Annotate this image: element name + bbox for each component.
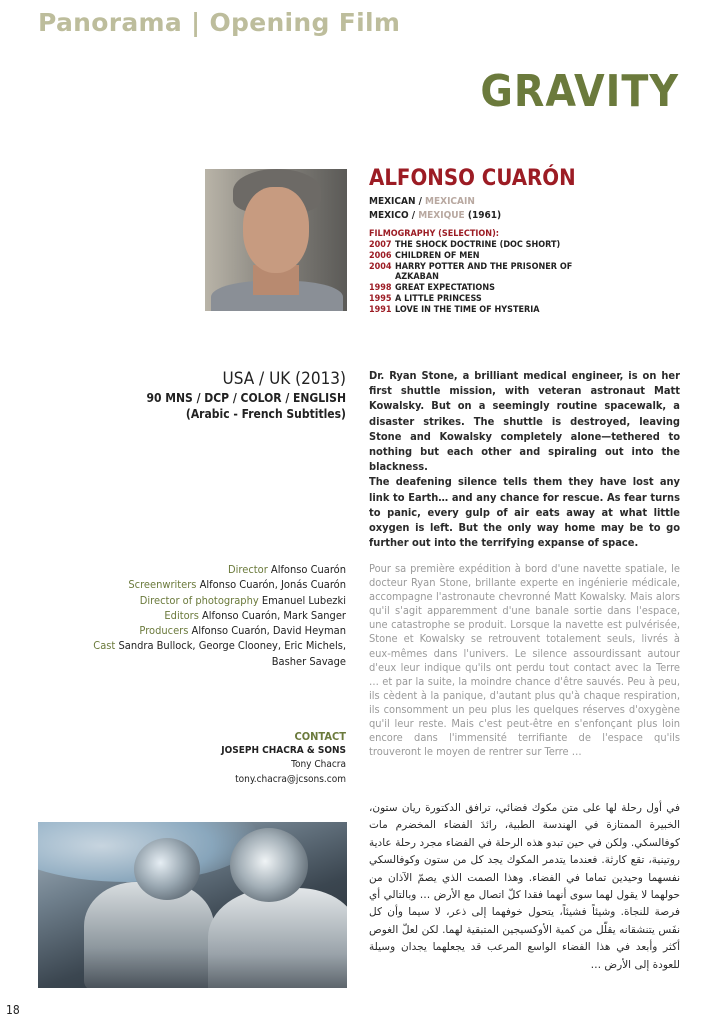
country-year: USA / UK (2013) <box>222 369 346 389</box>
credits <box>93 562 346 669</box>
filmography-item <box>369 251 589 262</box>
synopsis-en-paragraph: The deafening silence tells them they have lost any link to Earth… and any chance for rescue. As fear turns to panic, every gulp of air eats away at what little oxygen is left. But the only way home may be to go further out into the terrifying expanse of space. <box>369 475 680 550</box>
filmography-item <box>369 262 589 284</box>
film-title: GRAVITY <box>480 66 679 117</box>
film-year: 1995 <box>369 293 392 304</box>
filmography-item <box>369 305 589 316</box>
filmography-list <box>369 240 589 316</box>
credit-names: Alfonso Cuarón <box>270 563 346 576</box>
credit-role: Screenwriters <box>128 578 197 592</box>
film-title-item: CHILDREN OF MEN <box>395 250 480 261</box>
synopsis-french: Pour sa première expédition à bord d'une navette spatiale, le docteur Ryan Stone, brillante experte en ingénierie médicale, accompagne l'astronaute chevronné Matt Kowalsky. Mais alors qu'il s'agit apparemment d'une banale sortie dans l'espace, une catastrophe se produit. Lorsque la navette est pulvérisée, Stone et Kowalsky se retrouvent totalement seuls, livrés à eux-mêmes dans l'univers. Le silence assourdissant autour d'eux leur indique qu'ils ont perdu tout contact avec la Terre … et par la suite, la moindre chance d'être sauvés. Peu à peu, ils cèdent à la panique, d'autant plus qu'à chaque respiration, ils consomment un peu plus les quelques réserves d'oxygène qu'il leur reste. Mais c'est peut-être en s'enfonçant plus loin encore dans l'immensité terrifiante de l'espace qu'ils trouveront le moyen de rentrer sur Terre … <box>369 562 680 759</box>
film-meta <box>146 368 346 422</box>
film-subtitles: (Arabic - French Subtitles) <box>185 407 346 421</box>
credit-role: Cast <box>93 639 116 653</box>
birth-year: (1961) <box>467 209 502 221</box>
synopsis-arabic: في أول رحلة لها على متن مكوك فضائي، ترافق الدكتورة ريان ستون، الخبيرة الممتازة في الهندسة الطبية، رائدَ الفضاء المخضرم مات كوفالسكي. ولكن في حين تبدو هذه الرحلة في الفضاء مجرد رحلة عادية روتينية، تقع كارثة. فعندما يتدمر المكوك يجد كل من ستون وكوفالسكي نفسهما وحيدين تماما في الفضاء. وهذا الصمت الذي يصمّ الآذان من حولهما لا يقول لهما سوى أنهما فقدا كلّ اتصال مع الأرض … وبالتالي أي فرصة للنجاة. وشيئاً فشيئاً، يتحول خوفهما إلى ذعر، لا سيما وأن كل نفَس يتنشقانه يقلّل من كمية الأوكسيجين المتبقية لهما. لكن لعلّ الغوص أكثر وأبعد في هذا الفضاء الواسع المرعب قد يجعلهما يجدان وسيلة للعودة إلى الأرض … <box>369 802 680 971</box>
credit-names: Alfonso Cuarón, Jonás Cuarón <box>199 578 346 592</box>
film-year: 2004 <box>369 261 392 272</box>
film-title-item: LOVE IN THE TIME OF HYSTERIA <box>395 304 540 315</box>
contact-block <box>221 730 346 787</box>
film-year: 2006 <box>369 250 392 261</box>
birthplace-fr: MEXIQUE <box>418 209 465 221</box>
credit-line <box>93 593 346 608</box>
contact-label: CONTACT <box>294 730 346 743</box>
credit-names: Alfonso Cuarón, Mark Sanger <box>202 608 346 622</box>
filmography-item <box>369 283 589 294</box>
contact-person: Tony Chacra <box>291 759 346 771</box>
film-year: 1991 <box>369 304 392 315</box>
credit-line <box>93 608 346 623</box>
film-year: 2007 <box>369 240 392 250</box>
film-still-image <box>38 822 347 988</box>
nationality-fr: MEXICAIN <box>425 196 475 207</box>
contact-company: JOSEPH CHACRA & SONS <box>221 745 346 757</box>
film-title-item: THE SHOCK DOCTRINE (DOC SHORT) <box>395 240 561 250</box>
credit-line <box>93 623 346 638</box>
credit-role: Producers <box>139 624 189 638</box>
film-title-item: A LITTLE PRINCESS <box>395 293 482 304</box>
page-number: 18 <box>6 1003 20 1017</box>
director-name: ALFONSO CUARÓN <box>369 166 576 191</box>
credit-line-cont: Basher Savage <box>271 654 346 668</box>
credit-role: Director <box>228 563 268 576</box>
film-specs: 90 MNS / DCP / COLOR / ENGLISH <box>146 391 346 405</box>
filmography-label: FILMOGRAPHY (SELECTION): <box>369 229 500 239</box>
film-year: 1998 <box>369 283 392 294</box>
filmography-item <box>369 240 589 251</box>
filmography-item <box>369 294 589 305</box>
birthplace-en: MEXICO / <box>369 209 416 221</box>
credit-names: Alfonso Cuarón, David Heyman <box>191 624 346 638</box>
nationality-en: MEXICAN / <box>369 196 422 207</box>
contact-email[interactable]: tony.chacra@jcsons.com <box>235 773 346 785</box>
credit-line <box>93 577 346 592</box>
credit-role: Editors <box>164 608 199 622</box>
director-bio <box>369 195 501 222</box>
credit-role: Director of photography <box>139 593 259 607</box>
director-portrait <box>205 169 347 311</box>
section-title: Panorama | Opening Film <box>38 8 401 37</box>
credit-names: Emanuel Lubezki <box>261 593 346 607</box>
film-title-item: HARRY POTTER AND THE PRISONER OF AZKABAN <box>395 261 573 283</box>
film-title-item: GREAT EXPECTATIONS <box>395 283 495 294</box>
credit-line <box>93 638 346 653</box>
credit-names: Sandra Bullock, George Clooney, Eric Michels, <box>118 639 346 653</box>
synopsis-en-paragraph: Dr. Ryan Stone, a brilliant medical engineer, is on her first shuttle mission, with veteran astronaut Matt Kowalsky. But on a seemingly routine spacewalk, a disaster strikes. The shuttle is destroyed, leaving Stone and Kowalsky completely alone—tethered to nothing but each other and spiraling out into the blackness. <box>369 369 680 474</box>
synopsis-english <box>369 368 680 550</box>
credit-line <box>93 562 346 577</box>
